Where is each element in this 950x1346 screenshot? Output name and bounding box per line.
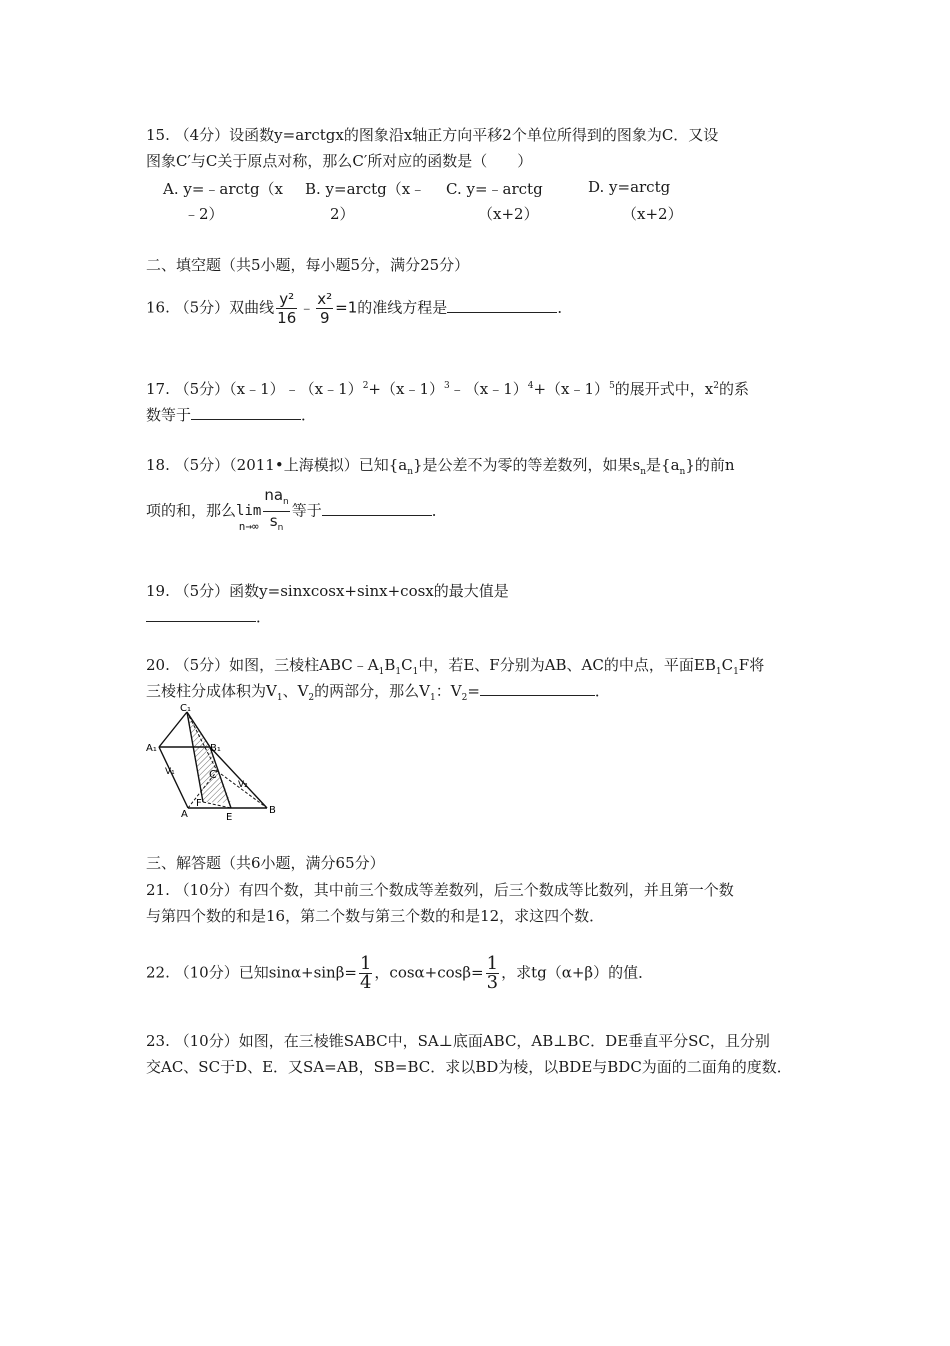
q19-end: ． (256, 608, 272, 626)
q15-option-b-line1: B. y=arctg（x﹣ (305, 180, 426, 198)
q17-end: ． (301, 406, 317, 424)
q20-sub-4: 1 (715, 667, 722, 677)
q18-line1 (146, 454, 735, 477)
q18-text-a: 18. （5分）（2011•上海模拟）已知{a (146, 456, 408, 474)
q17-text-c: ﹣（x﹣1） (449, 380, 528, 398)
q18-lim-word: lim (236, 502, 262, 519)
q20-text-d: 中，若E、F分别为AB、AC的中点，平面EB (418, 656, 716, 674)
q16-answer-blank[interactable] (447, 298, 557, 313)
q17-line2 (146, 404, 316, 425)
q20-text-c: C (401, 656, 413, 674)
q20-text-line2c: 的两部分，那么V (314, 682, 430, 700)
edge-a1c1 (159, 712, 187, 747)
q17-exp-3: 3 (444, 381, 450, 391)
q18-frac-den-sub: n (277, 523, 284, 533)
q16-line (146, 290, 572, 327)
q20-text-f: F将 (738, 656, 765, 674)
q20-text-b: B (384, 656, 396, 674)
q20-sub-7: 2 (308, 693, 315, 703)
q18-end: ． (431, 501, 447, 520)
section-2-heading: 二、填空题（共5小题，每小题5分，满分25分） (146, 256, 470, 274)
q16-eq: =1 (335, 298, 358, 317)
q20-text-line2e: = (467, 682, 480, 700)
edge-a1a (159, 747, 188, 808)
label-b: B (269, 805, 276, 816)
q17-exp-4: 4 (527, 381, 534, 391)
q23-line1: 23. （10分）如图，在三棱锥SABC中，SA⊥底面ABC，AB⊥BC．DE垂直平分SC，且分别 (146, 1032, 770, 1050)
q16-fraction-x (316, 290, 333, 327)
q15-option-c-line1: C. y=﹣arctg (446, 180, 543, 198)
q22-prefix: 22. （10分）已知sinα+sinβ= (146, 963, 357, 982)
q18-text-b: }是公差不为零的等差数列，如果s (412, 456, 641, 474)
q22-f2-den: 3 (486, 972, 499, 993)
q18-frac-num-text: na (264, 486, 284, 504)
q17-exp-5: 5 (609, 381, 615, 391)
q22-fraction-2 (486, 955, 499, 992)
section-3-heading: 三、解答题（共6小题，满分65分） (146, 854, 385, 872)
q20-text-line2b: 、V (282, 682, 309, 700)
q20-sub-6: 1 (276, 693, 283, 703)
q19-line1: 19. （5分）函数y=sinxcosx+sinx+cosx的最大值是 (146, 582, 509, 600)
q20-text-a: 20. （5分）如图，三棱柱ABC﹣A (146, 656, 379, 674)
q19-line2 (146, 606, 271, 627)
q15-option-a-line1: A. y=﹣arctg（x (163, 180, 284, 198)
q20-sub-9: 2 (461, 693, 468, 703)
q20-text-e: C (721, 656, 734, 674)
q18-sub-n1: n (407, 467, 413, 477)
q15-option-d-line1: D. y=arctg (588, 178, 671, 196)
q22-line (146, 955, 653, 992)
q20-text-line2a: 三棱柱分成体积为V (146, 682, 277, 700)
q15-option-c-line2: （x+2） (478, 205, 539, 223)
q18-frac-num (263, 486, 289, 511)
q15-option-d-line2: （x+2） (622, 205, 683, 223)
q22-mid: ，cosα+cosβ= (374, 963, 484, 982)
q16-frac1-num: y² (279, 290, 295, 308)
q20-sub-8: 1 (430, 693, 436, 703)
label-a: A (181, 809, 188, 820)
q18-frac-num-sub: n (283, 497, 289, 507)
q20-sub-5: 1 (733, 667, 739, 677)
label-f: F (196, 798, 202, 809)
q16-frac1-den: 16 (277, 309, 297, 327)
q16-frac2-num: x² (317, 290, 333, 308)
q21-line2: 与第四个数的和是16，第二个数与第三个数的和是12，求这四个数． (146, 907, 605, 925)
q16-suffix: 的准线方程是 (357, 298, 448, 317)
q17-text-d: +（x﹣1） (533, 380, 610, 398)
q15-option-a-line2: ﹣2） (184, 205, 224, 223)
q18-answer-blank[interactable] (322, 501, 432, 516)
prism-figure (146, 704, 286, 826)
q18-text-d: }的前n (685, 456, 735, 474)
q21-line1: 21. （10分）有四个数，其中前三个数成等差数列，后三个数成等比数列，并且第一个数 (146, 881, 734, 899)
q18-text-c: 是{a (646, 456, 680, 474)
q20-end: ． (594, 682, 610, 700)
label-c1: C₁ (180, 704, 191, 714)
q18-line2 (146, 486, 447, 537)
q20-sub-3: 1 (412, 667, 419, 677)
q16-minus: ﹣ (299, 298, 315, 317)
q20-line1 (146, 654, 764, 677)
q18-fraction (263, 486, 289, 537)
label-e: E (226, 812, 233, 823)
q20-text-line2d: ：V (435, 682, 462, 700)
q23-line2: 交AC、SC于D、E．又SA=AB，SB=BC．求以BD为棱，以BDE与BDC为面的二面角的度数． (146, 1058, 792, 1076)
q17-line1 (146, 378, 749, 399)
q19-answer-blank[interactable] (146, 607, 256, 622)
label-b1: B₁ (210, 743, 221, 754)
q17-exp-2: 2 (362, 381, 369, 391)
label-c: C (209, 768, 217, 781)
q15-option-b-line2: 2） (330, 205, 355, 223)
q17-text-line2: 数等于 (146, 406, 192, 424)
q17-text-b: +（x﹣1） (368, 380, 444, 398)
q18-sub-n3: n (679, 467, 686, 477)
q20-sub-2: 1 (395, 667, 402, 677)
q20-line2 (146, 680, 610, 703)
q20-sub-1: 1 (378, 667, 385, 677)
q18-text-line2a: 项的和，那么 (146, 501, 237, 520)
q18-frac-den-text: s (269, 512, 278, 530)
q17-answer-blank[interactable] (191, 405, 301, 420)
q22-f1-den: 4 (359, 972, 372, 993)
q20-answer-blank[interactable] (480, 681, 595, 696)
q16-frac2-den: 9 (316, 308, 333, 327)
q18-lim-sub: n→∞ (238, 519, 259, 533)
q17-text-f: 的系 (719, 380, 750, 398)
q15-line2: 图象C′与C关于原点对称，那么C′所对应的函数是（ ） (146, 152, 533, 170)
q16-prefix: 16. （5分）双曲线 (146, 298, 275, 317)
q17-text-e: 的展开式中，x (614, 380, 714, 398)
q18-sub-n2: n (640, 467, 647, 477)
q16-fraction-y (276, 290, 297, 327)
q22-f1-num: 1 (359, 953, 372, 974)
q16-end: ． (557, 298, 573, 317)
q17-text-a: 17. （5分）（x﹣1）﹣（x﹣1） (146, 380, 363, 398)
q15-line1: 15. （4分）设函数y=arctgx的图象沿x轴正方向平移2个单位所得到的图象为C．又设 (146, 126, 719, 144)
label-v1: V₁ (165, 767, 175, 777)
label-a1: A₁ (146, 743, 157, 754)
q22-fraction-1 (359, 955, 372, 992)
q18-text-line2b: 等于 (291, 501, 322, 520)
label-v2: V₂ (238, 780, 248, 790)
q22-suffix: ，求tg（α+β）的值． (501, 963, 654, 982)
q17-exp-x2: 2 (713, 381, 719, 391)
edge-fe (203, 802, 231, 808)
q22-f2-num: 1 (486, 953, 499, 974)
q18-limit (236, 503, 261, 535)
q18-frac-den (263, 511, 289, 537)
